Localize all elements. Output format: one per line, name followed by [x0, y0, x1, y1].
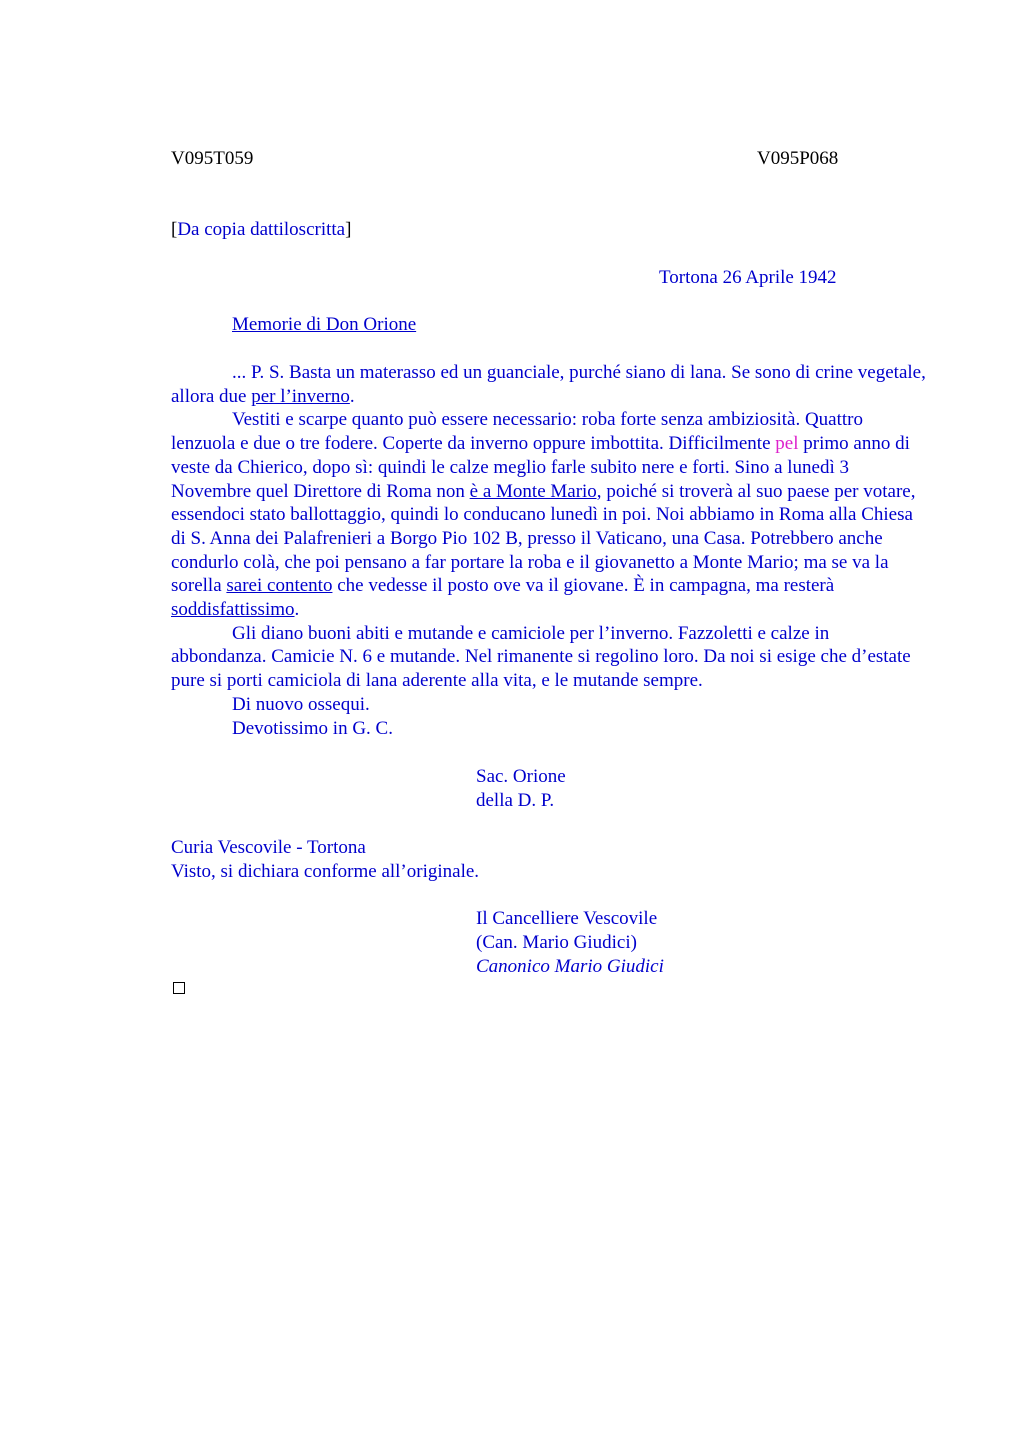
- chancellor-signature: Canonico Mario Giudici: [476, 956, 664, 977]
- closing-line-1: Di nuovo ossequi.: [232, 694, 370, 715]
- paragraph-1-underlined: per l’inverno: [251, 385, 350, 407]
- end-marker-box-icon: [173, 982, 185, 994]
- source-note: [171, 218, 351, 242]
- paragraph-2-underline-3: soddisfattissimo: [171, 599, 295, 621]
- document-code-right: V095P068: [757, 148, 839, 169]
- document-code-left: V095T059: [171, 148, 254, 169]
- paragraph-2-b: primo anno di veste da Chierico, dopo sì: quindi le calze meglio farle subito nere e forti. Sino a lunedì 3 Novembre quel Direttore di Roma non: [171, 433, 910, 502]
- source-note-close-bracket: ]: [345, 219, 352, 240]
- paragraph-2-a: Vestiti e scarpe quanto può essere necessario: roba forte senza ambiziosità. Quattro lenzuola e due o tre fodere. Coperte da inverno oppure imbottita. Difficilmente: [171, 409, 863, 455]
- closing-line-2: Devotissimo in G. C.: [232, 718, 393, 739]
- letter-body: [171, 361, 927, 693]
- paragraph-1-end: .: [349, 385, 355, 407]
- curia-statement: Visto, si dichiara conforme all’originale.: [171, 861, 480, 882]
- paragraph-3: Gli diano buoni abiti e mutande e camiciole per l’inverno. Fazzoletti e calze in abbondanza. Camicie N. 6 e mutande. Nel rimanente si regolino loro. Da noi si esige che d’estate pure si porti camiciola di lana aderente alla vita, e le mutande sempre.: [171, 622, 911, 692]
- paragraph-2-d: che vedesse il posto ove va il giovane. È in campagna, ma resterà: [332, 575, 835, 597]
- paragraph-2-highlight: pel: [775, 433, 799, 455]
- letter-date: Tortona 26 Aprile 1942: [659, 267, 837, 288]
- chancellor-name: (Can. Mario Giudici): [476, 932, 637, 953]
- signature-name: Sac. Orione: [476, 766, 566, 787]
- paragraph-2-underline-2: sarei contento: [226, 575, 333, 597]
- source-note-text: Da copia dattiloscritta: [177, 219, 346, 240]
- source-note-open-bracket: [: [171, 219, 178, 240]
- chancellor-role: Il Cancelliere Vescovile: [476, 908, 658, 929]
- paragraph-2-c: poiché si troverà al suo paese per votare, essendoci stato ballottaggio, quindi lo conducano lunedì in poi. Noi abbiamo in Roma alla Chiesa di S. Anna dei Palafrenieri a Borgo Pio 102 B, presso il Vaticano, una Casa. Potrebbero anche condurlo colà, che poi pensano a far portare la roba e il giovanetto a Monte Mario; ma se va la sorella: [171, 480, 916, 597]
- curia-heading: Curia Vescovile - Tortona: [171, 837, 366, 858]
- document-title: Memorie di Don Orione: [232, 314, 417, 335]
- paragraph-2-e: .: [294, 599, 300, 621]
- paragraph-1: [171, 361, 927, 408]
- paragraph-1-text: ... P. S. Basta un materasso ed un guanciale, purché siano di lana. Se sono di crine vegetale, allora due: [171, 362, 926, 407]
- paragraph-2: [171, 408, 927, 621]
- paragraph-2-underline-1: è a Monte Mario,: [469, 480, 602, 502]
- signature-title: della D. P.: [476, 790, 555, 811]
